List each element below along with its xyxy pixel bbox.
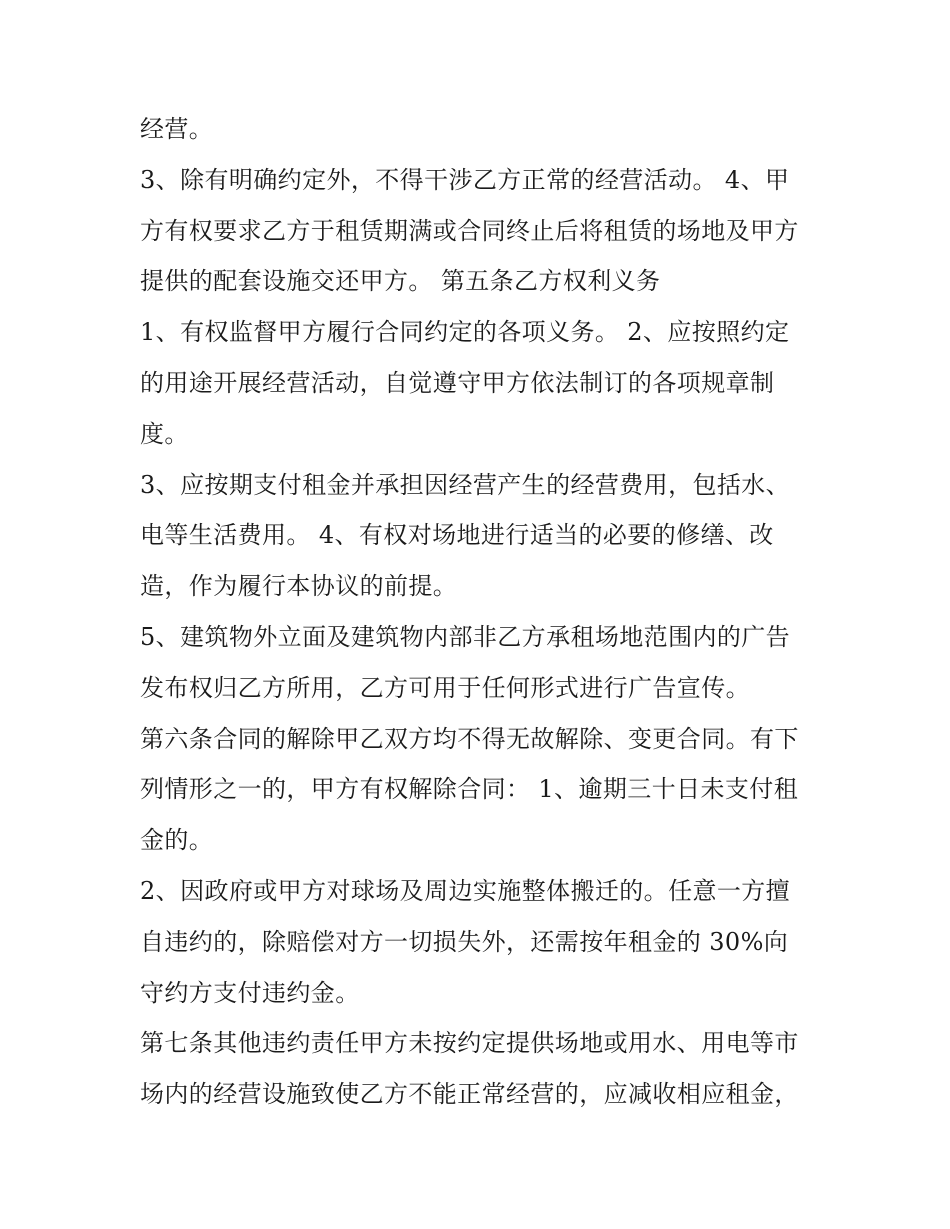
text-line-12: 发布权归乙方所用，乙方可用于任何形式进行广告宣传。 [140,673,750,702]
text-line-10: 造，作为履行本协议的前提。 [140,572,458,601]
text-line-14: 列情形之一的，甲方有权解除合同： 1、逾期三十日未支付租 [140,775,799,804]
text-line-19: 第七条其他违约责任甲方未按约定提供场地或用水、用电等市 [140,1029,799,1058]
text-line-16: 2、因政府或甲方对球场及周边实施整体搬迁的。任意一方擅 [140,876,791,905]
text-line-9: 电等生活费用。 4、有权对场地进行适当的必要的修缮、改 [140,521,774,550]
text-line-2: 3、除有明确约定外，不得干涉乙方正常的经营活动。 4、甲 [140,165,790,194]
text-line-4: 提供的配套设施交还甲方。 第五条乙方权利义务 [140,267,661,296]
text-line-8: 3、应按期支付租金并承担因经营产生的经营费用，包括水、 [140,470,791,499]
text-line-6: 的用途开展经营活动，自觉遵守甲方依法制订的各项规章制 [140,368,775,397]
text-line-3: 方有权要求乙方于租赁期满或合同终止后将租赁的场地及甲方 [140,216,799,245]
text-line-11: 5、建筑物外立面及建筑物内部非乙方承租场地范围内的广告 [140,622,791,651]
text-line-13: 第六条合同的解除甲乙双方均不得无故解除、变更合同。有下 [140,724,799,753]
text-line-1: 经营。 [140,115,214,143]
text-line-18: 守约方支付违约金。 [140,978,360,1007]
document-body [140,104,820,1120]
text-line-20: 场内的经营设施致使乙方不能正常经营的，应减收相应租金， [140,1080,799,1109]
text-line-5: 1、有权监督甲方履行合同约定的各项义务。 2、应按照约定 [140,318,790,347]
text-line-7: 度。 [140,419,189,448]
text-line-15: 金的。 [140,826,214,855]
text-line-17: 自违约的，除赔偿对方一切损失外，还需按年租金的 30%向 [140,927,789,956]
